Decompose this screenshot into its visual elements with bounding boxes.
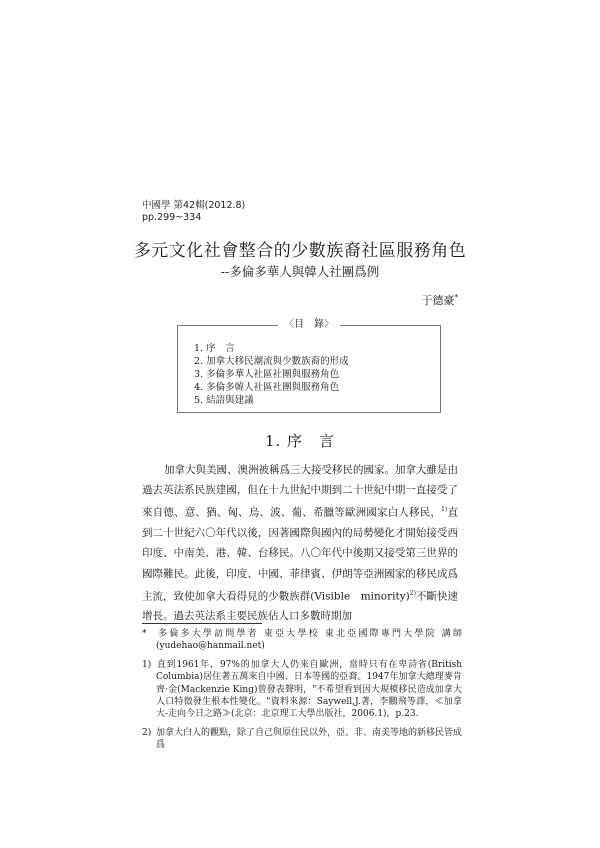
footnote-1 (142, 659, 462, 721)
footnote-ref-2: 2) (409, 589, 416, 597)
journal-issue: 中國學 第42輯(2012.8) (142, 200, 246, 211)
article-subtitle: --多倫多華人與韓人社團爲例 (220, 264, 380, 279)
footnote-divider (142, 623, 262, 624)
paragraph-part-1: 加拿大與美國、澳洲被稱爲三大接受移民的國家。加拿大雖是由過去英法系民族建國，但在十九世紀中期到二十世紀中期一直接受了來自德、意、猶、匈、烏、波、葡、希臘等歐洲國家白人移民， (142, 464, 458, 519)
footnote-text: 直到1961年，97%的加拿大人仍來自歐洲，當時只有在卑詩省(British Columbia)居住著五萬來自中國、日本等國的亞裔。1947年加拿大總理麥肯齊·金(Mackenzie King)曾發表聲明，"不希望看到因大規模移民造成加拿大人口特徵發生根本性變化。"資料來源：Saywell,J.著，李鵬飛等譯，≪加拿大-走向今日之路≫(北京：北京理工大學出版社，2006.1)，p.23. (156, 659, 462, 720)
section-heading: 1. 序 言 (264, 432, 336, 450)
footnote-mark: 2) (142, 727, 152, 738)
table-of-contents (177, 319, 441, 413)
body-paragraph (142, 460, 458, 627)
author-name (422, 292, 459, 308)
footnotes (142, 628, 462, 758)
footnote-mark: * (142, 629, 147, 639)
footnote-text: 多倫多大學訪問學者 東亞大學校 東北亞國際專門大學院 講師 (yudehao@hanmail.net) (156, 629, 462, 652)
paragraph-part-3: 不斷快速增長。過去英法系主要民族佔人口多數時期加 (142, 590, 458, 623)
footnote-author (142, 628, 462, 653)
toc-item-5: 5. 結語與建議 (194, 395, 254, 406)
author-footnote-mark: * (454, 293, 458, 302)
toc-item-2: 2. 加拿大移民潮流與少數族裔的形成 (194, 356, 349, 367)
toc-list (194, 342, 349, 407)
author-text: 于德豪 (421, 294, 455, 307)
toc-item-1: 1. 序 言 (194, 343, 235, 354)
toc-heading (178, 319, 440, 331)
page-range: pp.299~334 (142, 212, 202, 223)
journal-info (142, 200, 245, 224)
toc-item-3: 3. 多倫多華人社區社團與服務角色 (194, 369, 340, 380)
footnote-text: 加拿大白人的觀點，除了自己與原住民以外，亞、非、南美等地的新移民皆成爲 (156, 727, 463, 751)
toc-heading-text: 〈目 錄〉 (278, 319, 340, 330)
toc-item-4: 4. 多倫多韓人社區社團與服務角色 (194, 382, 340, 393)
footnote-ref-1: 1) (441, 506, 448, 514)
footnote-mark: 1) (142, 659, 152, 670)
paragraph-part-2: 直到二十世紀六〇年代以後，因著國際與國內的局勢變化才開始接受西印度、中南美、港、韓、台移民。八〇年代中後期又接受第三世界的國際難民。此後，印度、中國、菲律賓、伊朗等亞洲國家的移民成爲主流，致使加拿大看得見的少數族群(Visible minority) (142, 506, 459, 603)
article-title: 多元文化社會整合的少數族裔社區服務角色 (133, 241, 467, 261)
footnote-2 (142, 727, 462, 752)
